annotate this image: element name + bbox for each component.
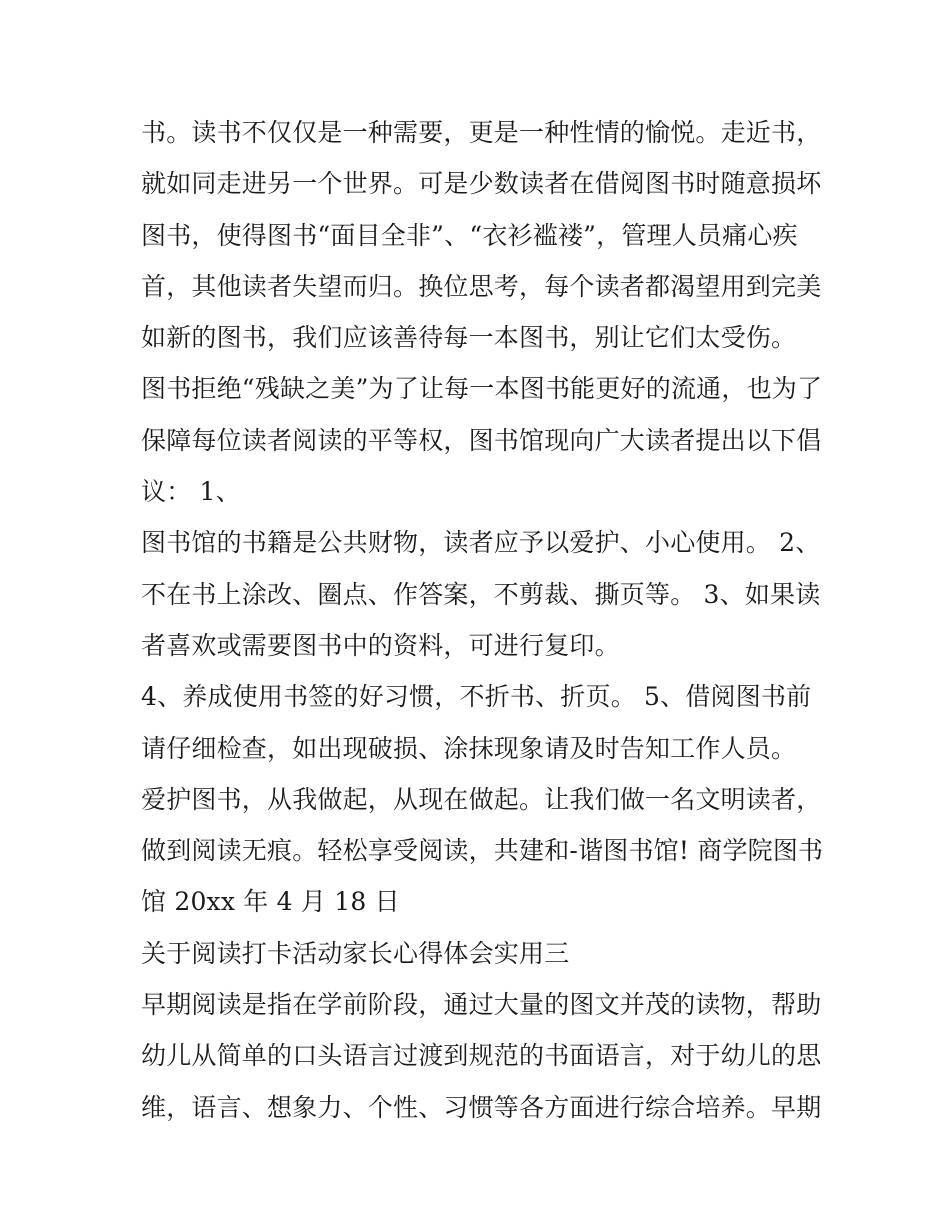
text-line: 图书拒绝“残缺之美”为了让每一本图书能更好的流通，也为了 bbox=[141, 374, 823, 404]
text-line: 馆 20xx 年 4 月 18 日 bbox=[141, 887, 400, 917]
text-line: 就如同走进另一个世界。可是少数读者在借阅图书时随意损坏 bbox=[141, 169, 822, 199]
text-line: 如新的图书，我们应该善待每一本图书，别让它们太受伤。 bbox=[141, 323, 797, 353]
text-line: 议： 1、 bbox=[141, 477, 241, 507]
text-line: 者喜欢或需要图书中的资料，可进行复印。 bbox=[141, 630, 620, 660]
text-line: 图书馆的书籍是公共财物，读者应予以爱护、小心使用。 2、 bbox=[141, 528, 821, 558]
text-line: 保障每位读者阅读的平等权，图书馆现向广大读者提出以下倡 bbox=[141, 425, 822, 455]
text-line: 做到阅读无痕。轻松享受阅读，共建和-谐图书馆! 商学院图书 bbox=[141, 836, 824, 866]
text-line: 请仔细检查，如出现破损、涂抹现象请及时告知工作人员。 bbox=[141, 733, 797, 763]
text-line: 不在书上涂改、圈点、作答案，不剪裁、撕页等。 3、如果读 bbox=[141, 579, 821, 609]
section-heading: 关于阅读打卡活动家长心得体会实用三 bbox=[141, 938, 570, 968]
text-line: 幼儿从简单的口头语言过渡到规范的书面语言，对于幼儿的思 bbox=[141, 1041, 822, 1071]
text-line: 早期阅读是指在学前阶段，通过大量的图文并茂的读物，帮助 bbox=[141, 990, 822, 1020]
text-line: 维，语言、想象力、个性、习惯等各方面进行综合培养。早期 bbox=[141, 1092, 822, 1122]
document-body bbox=[141, 107, 831, 1133]
text-line: 首，其他读者失望而归。换位思考，每个读者都渴望用到完美 bbox=[141, 271, 822, 301]
text-line: 4、养成使用书签的好习惯，不折书、折页。 5、借阅图书前 bbox=[141, 682, 812, 712]
text-line: 爱护图书，从我做起，从现在做起。让我们做一名文明读者， bbox=[141, 784, 822, 814]
text-line: 图书，使得图书“面目全非”、“衣衫褴褛”，管理人员痛心疾 bbox=[141, 220, 798, 250]
text-line: 书。读书不仅仅是一种需要，更是一种性情的愉悦。走近书， bbox=[141, 118, 822, 147]
